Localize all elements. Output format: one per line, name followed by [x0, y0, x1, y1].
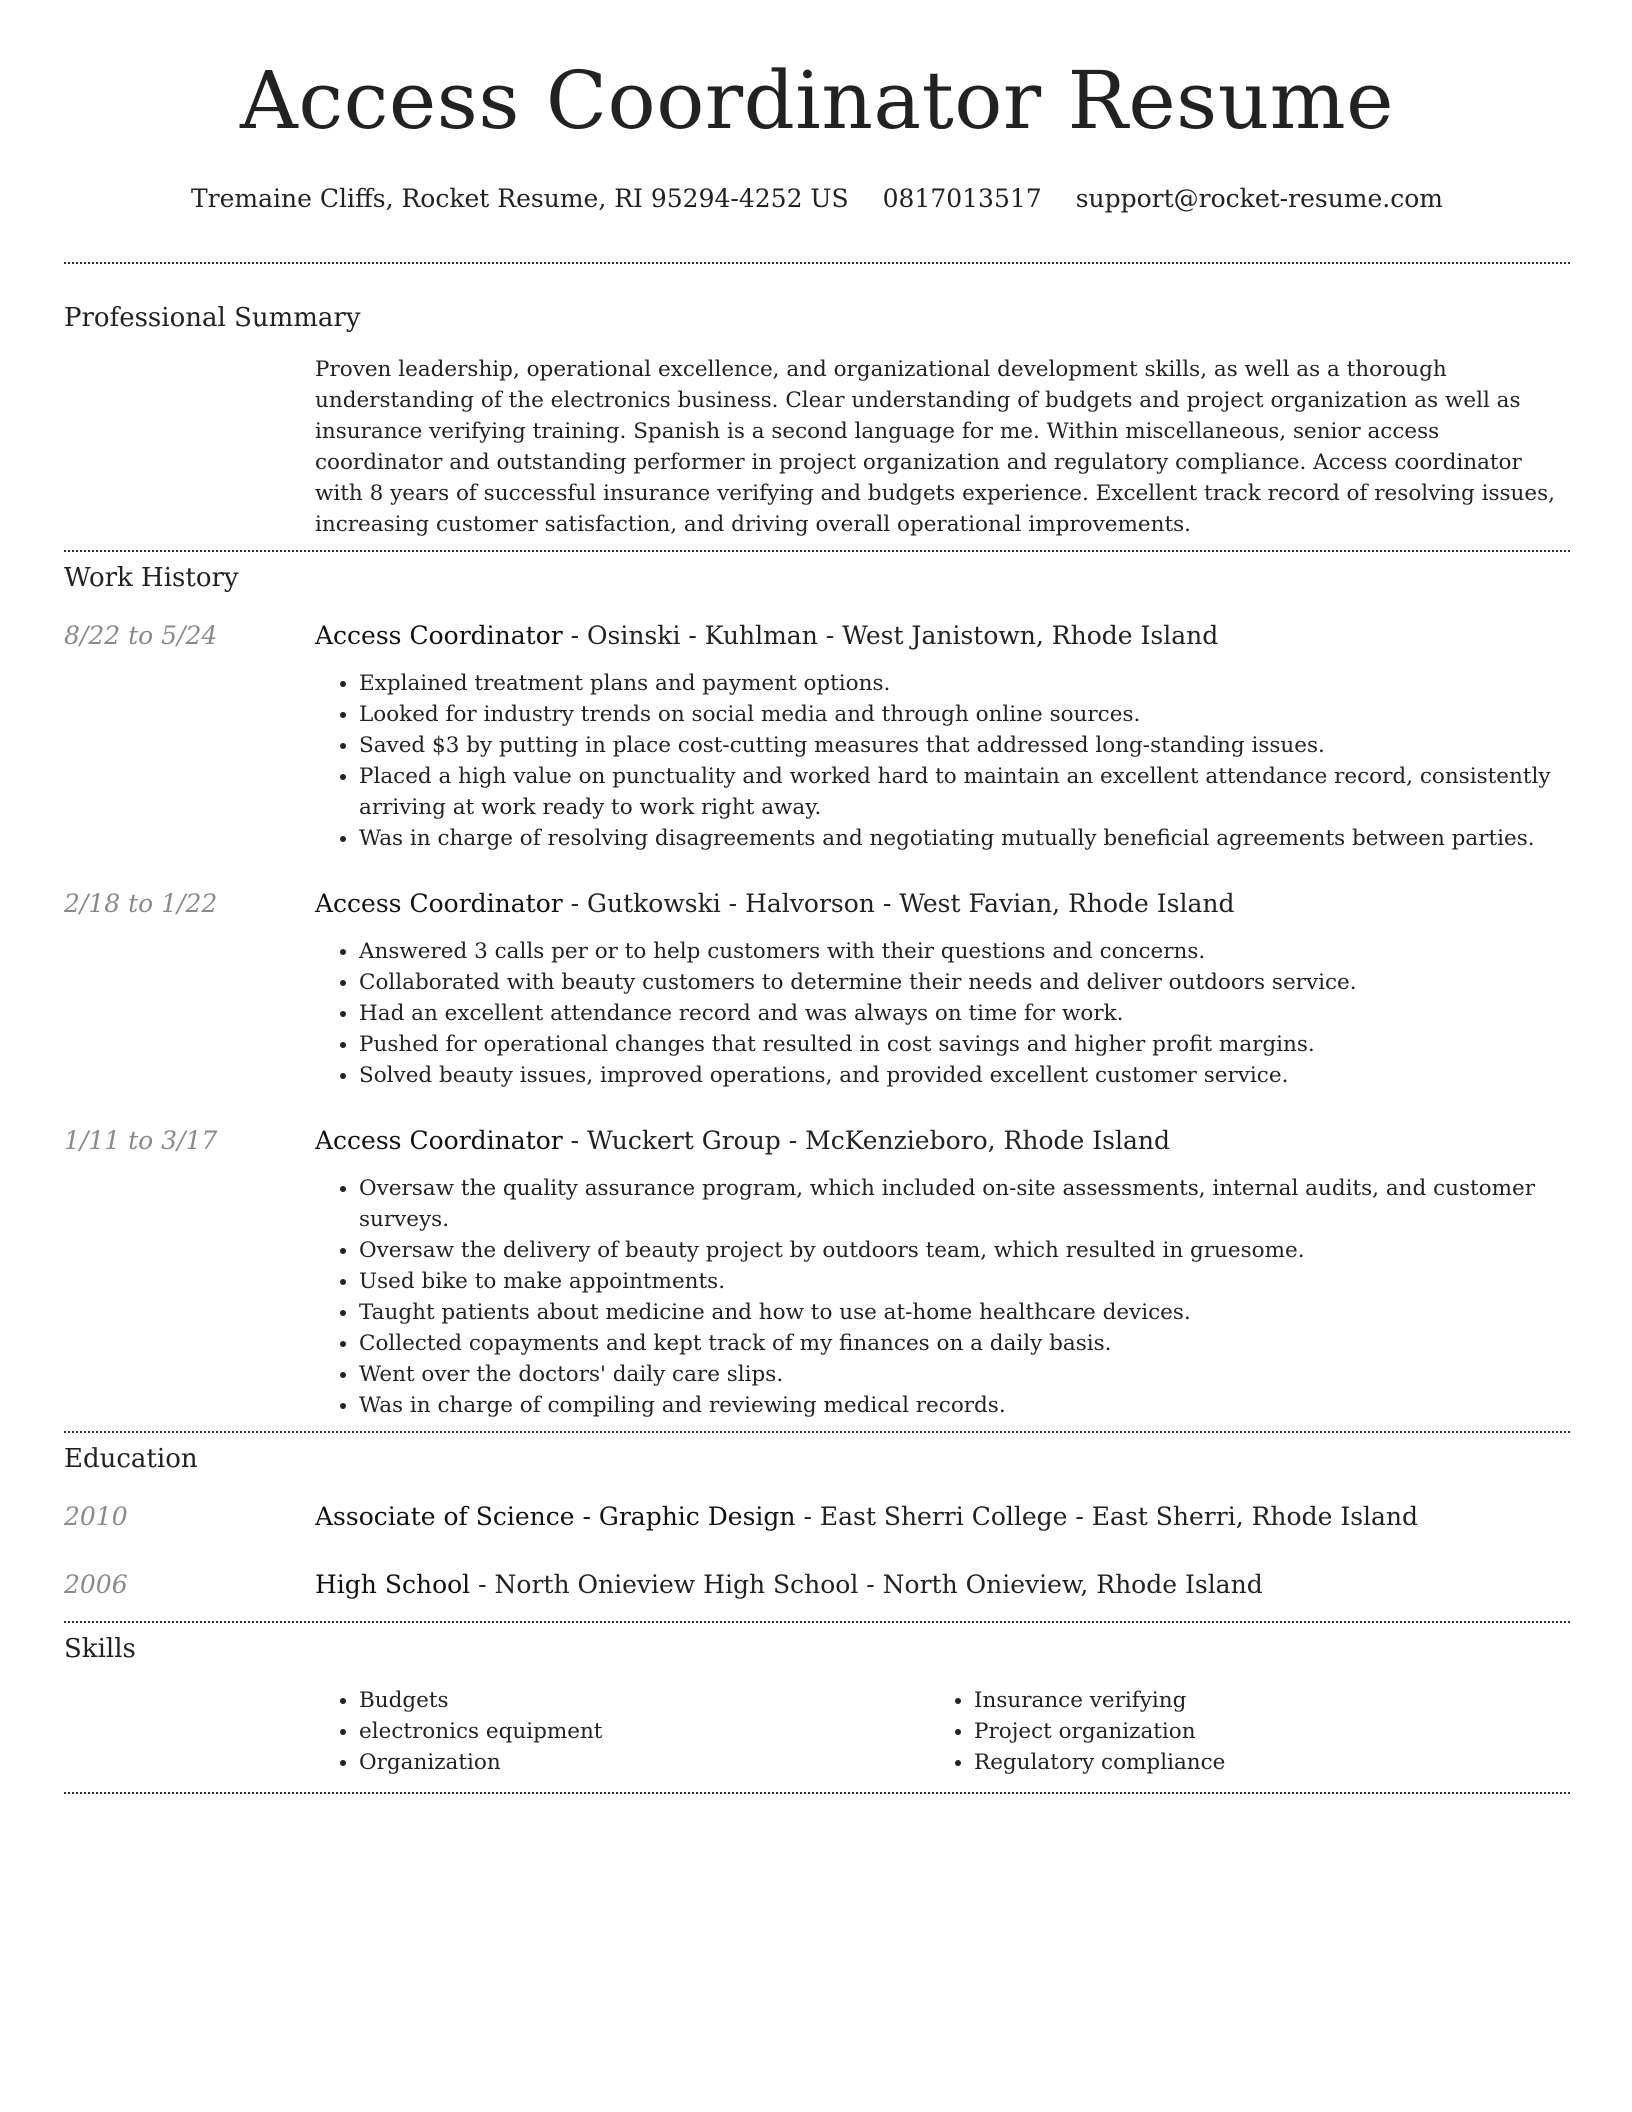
contact-email: support@rocket-resume.com — [1075, 184, 1443, 213]
list-item: • Taught patients about medicine and how to use at-home healthcare devices. — [359, 1297, 1570, 1328]
job-position: Access Coordinator — [315, 889, 563, 918]
education-year: 2006 — [64, 1570, 128, 1599]
skills-column-left — [315, 1685, 930, 1778]
education-entry — [64, 1569, 1570, 1601]
job-details: - Wuckert Group - McKenzieboro, Rhode Island — [562, 1126, 1170, 1155]
education-details: - North Onieview High School - North Onieview, Rhode Island — [470, 1570, 1263, 1599]
work-history-section — [64, 552, 1570, 1421]
list-item: • Was in charge of resolving disagreements and negotiating mutually beneficial agreements between parties. — [359, 823, 1570, 854]
list-item: • Went over the doctors' daily care slips. — [359, 1359, 1570, 1390]
education-entry — [64, 1501, 1570, 1533]
list-item: • Explained treatment plans and payment options. — [359, 668, 1570, 699]
job-dates: 2/18 to 1/22 — [64, 889, 218, 918]
skill-item: • Regulatory compliance — [974, 1747, 1545, 1778]
skills-section — [64, 1623, 1570, 1778]
list-item: • Saved $3 by putting in place cost-cutting measures that addressed long-standing issues. — [359, 730, 1570, 761]
contact-phone: 0817013517 — [882, 184, 1042, 213]
job-bullets — [315, 1173, 1570, 1421]
job-title — [315, 620, 1570, 652]
job-position: Access Coordinator — [315, 1126, 563, 1155]
skill-item: • Organization — [359, 1747, 930, 1778]
education-degree: High School — [315, 1570, 471, 1599]
job-title — [315, 888, 1570, 920]
list-item: • Oversaw the delivery of beauty project by outdoors team, which resulted in gruesome. — [359, 1235, 1570, 1266]
job-title — [315, 1125, 1570, 1157]
skills-column-right — [930, 1685, 1545, 1778]
job-entry — [64, 620, 1570, 854]
skill-item: • Budgets — [359, 1685, 930, 1716]
education-title — [315, 1569, 1570, 1601]
divider — [64, 1792, 1570, 1794]
job-bullets — [315, 936, 1570, 1091]
job-details: - Gutkowski - Halvorson - West Favian, Rhode Island — [562, 889, 1235, 918]
list-item: • Answered 3 calls per or to help customers with their questions and concerns. — [359, 936, 1570, 967]
list-item: • Pushed for operational changes that resulted in cost savings and higher profit margins. — [359, 1029, 1570, 1060]
list-item: • Looked for industry trends on social media and through online sources. — [359, 699, 1570, 730]
skill-item: • electronics equipment — [359, 1716, 930, 1747]
list-item: • Collected copayments and kept track of my finances on a daily basis. — [359, 1328, 1570, 1359]
contact-address: Tremaine Cliffs, Rocket Resume, RI 95294-4252 US — [191, 184, 849, 213]
job-entry — [64, 888, 1570, 1091]
education-heading: Education — [64, 1444, 198, 1474]
job-dates: 1/11 to 3/17 — [64, 1126, 218, 1155]
summary-text: Proven leadership, operational excellence, and organizational development skills, as well as a thorough understanding of the electronics business. Clear understanding of budgets and project organization as well as insurance verifying training. Spanish is a second language for me. Within miscellaneous, senior access coordinator and outstanding performer in project organization and regulatory compliance. Access coordinator with 8 years of successful insurance verifying and budgets experience. Excellent track record of resolving issues, increasing customer satisfaction, and driving overall operational improvements. — [315, 357, 1555, 537]
job-bullets — [315, 668, 1570, 854]
list-item: • Was in charge of compiling and reviewing medical records. — [359, 1390, 1570, 1421]
list-item: • Used bike to make appointments. — [359, 1266, 1570, 1297]
resume-page — [64, 0, 1570, 1794]
list-item: • Solved beauty issues, improved operations, and provided excellent customer service. — [359, 1060, 1570, 1091]
skills-list — [315, 1685, 1570, 1778]
resume-title: Access Coordinator Resume — [240, 54, 1394, 147]
contact-line — [64, 184, 1570, 214]
skill-item: • Insurance verifying — [974, 1685, 1545, 1716]
job-entry — [64, 1125, 1570, 1421]
education-section — [64, 1433, 1570, 1601]
job-details: - Osinski - Kuhlman - West Janistown, Rhode Island — [562, 621, 1219, 650]
list-item: • Collaborated with beauty customers to determine their needs and deliver outdoors service. — [359, 967, 1570, 998]
list-item: • Oversaw the quality assurance program, which included on-site assessments, internal audits, and customer surveys. — [359, 1173, 1570, 1235]
work-history-heading: Work History — [64, 563, 239, 593]
education-degree: Associate of Science - Graphic Design — [315, 1502, 796, 1531]
list-item: • Had an excellent attendance record and was always on time for work. — [359, 998, 1570, 1029]
summary-section — [64, 264, 1570, 540]
skills-heading: Skills — [64, 1634, 136, 1664]
education-details: - East Sherri College - East Sherri, Rhode Island — [795, 1502, 1419, 1531]
job-dates: 8/22 to 5/24 — [64, 621, 218, 650]
education-title — [315, 1501, 1570, 1533]
list-item: • Placed a high value on punctuality and worked hard to maintain an excellent attendance record, consistently arriving at work ready to work right away. — [359, 761, 1570, 823]
skill-item: • Project organization — [974, 1716, 1545, 1747]
education-year: 2010 — [64, 1502, 128, 1531]
summary-heading: Professional Summary — [64, 303, 361, 333]
job-position: Access Coordinator — [315, 621, 563, 650]
